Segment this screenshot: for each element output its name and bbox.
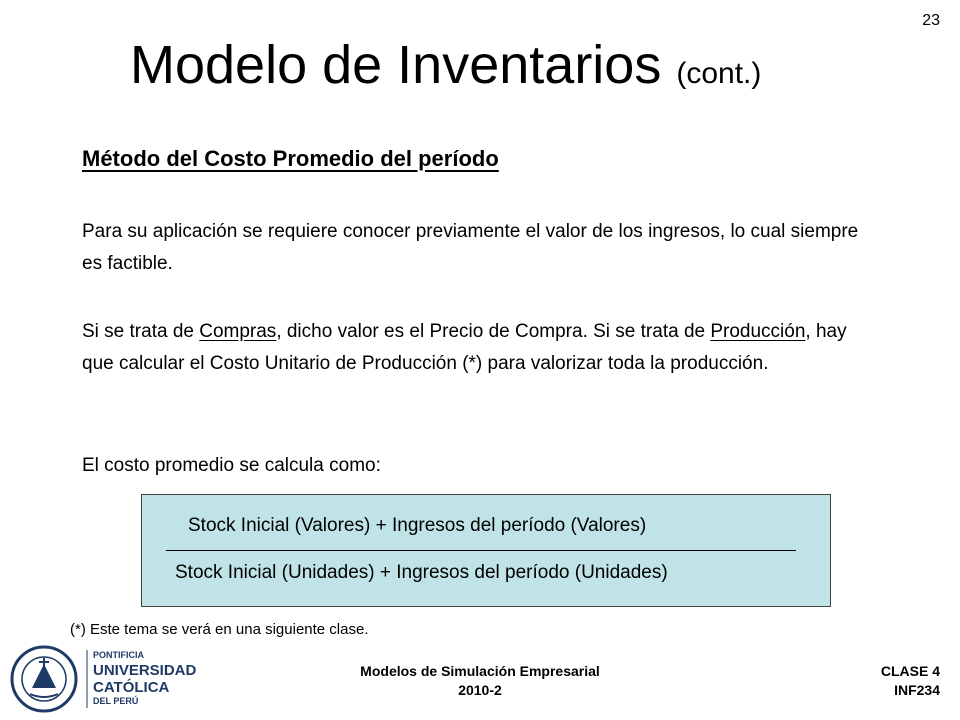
course-info xyxy=(300,662,660,700)
svg-text:DEL PERÚ: DEL PERÚ xyxy=(93,696,139,706)
class-number: CLASE 4 xyxy=(880,663,940,679)
course-term: 2010-2 xyxy=(458,682,502,698)
produccion-term: Producción xyxy=(710,321,806,342)
formula-denominator: Stock Inicial (Unidades) + Ingresos del período (Unidades) xyxy=(175,562,668,583)
slide-title xyxy=(130,34,761,105)
p2-text-b: , dicho valor es el Precio de Compra. Si se trata de xyxy=(276,321,711,342)
svg-text:PONTIFICIA: PONTIFICIA xyxy=(93,650,144,660)
compras-term: Compras xyxy=(199,321,277,342)
title-main: Modelo de Inventarios xyxy=(130,35,662,95)
paragraph-compras-produccion xyxy=(82,316,862,380)
footnote: (*) Este tema se verá en una siguiente clase. xyxy=(70,621,369,638)
title-suffix: (cont.) xyxy=(676,57,762,90)
fraction-line xyxy=(166,550,796,551)
svg-text:UNIVERSIDAD: UNIVERSIDAD xyxy=(93,662,197,679)
course-name: Modelos de Simulación Empresarial xyxy=(360,663,600,679)
slide-number: 23 xyxy=(922,12,940,29)
pucp-seal-icon xyxy=(8,644,248,714)
pucp-logo xyxy=(8,644,248,714)
formula-box xyxy=(141,494,831,607)
paragraph-ingresos: Para su aplicación se requiere conocer previamente el valor de los ingresos, lo cual siempre es factible. xyxy=(82,221,859,274)
section-heading: Método del Costo Promedio del período xyxy=(82,146,499,171)
class-info xyxy=(800,662,940,700)
course-code: INF234 xyxy=(894,682,940,698)
svg-text:CATÓLICA: CATÓLICA xyxy=(93,679,170,696)
p2-text-c: , hay que calcular el Costo Unitario de Producción (*) para valorizar toda la producción. xyxy=(82,321,847,374)
formula-numerator: Stock Inicial (Valores) + Ingresos del período (Valores) xyxy=(188,515,647,536)
paragraph-costo-promedio: El costo promedio se calcula como: xyxy=(82,455,381,476)
p2-text-a: Si se trata de xyxy=(82,321,200,342)
